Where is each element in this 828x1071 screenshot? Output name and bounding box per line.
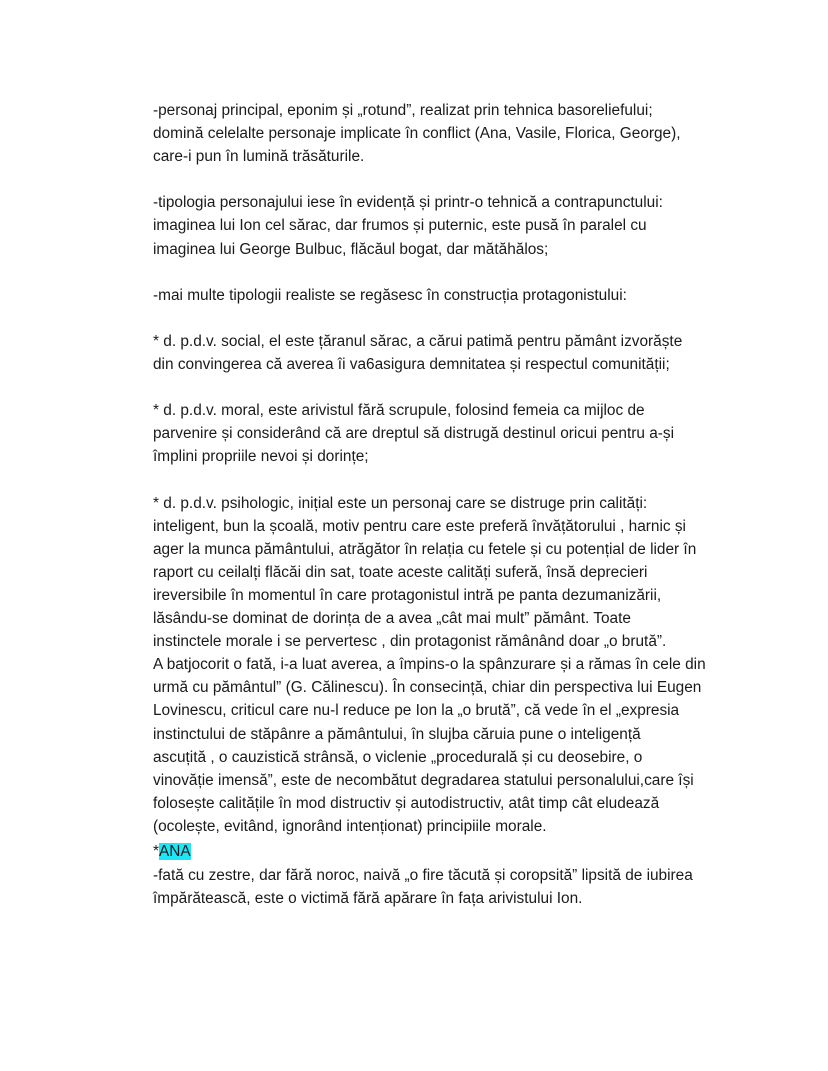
text-line: * d. p.d.v. psihologic, inițial este un personaj care se distruge prin calități: [153, 494, 648, 512]
text-line: din convingerea că averea îi va6asigura demnitatea și respectul comunității; [153, 356, 670, 374]
text-line: raport cu ceilalți flăcăi din sat, toate aceste calități suferă, însă deprecieri [153, 563, 648, 581]
text-line: Lovinescu, criticul care nu-l reduce pe Ion la „o brută”, că vede în el „expresia [153, 702, 680, 720]
text-line: folosește calitățile în mod distructiv și autodistructiv, atât timp cât eludează [153, 794, 660, 812]
text-line: împărătească, este o victimă fără apărare în fața arivistului Ion. [153, 890, 583, 908]
text-line: vinovăție imensă”, este de necombătut degradarea statului personalului,care își [153, 771, 694, 789]
text-line: imaginea lui Ion cel sărac, dar frumos și puternic, este pusă în paralel cu [153, 217, 647, 235]
ana-heading [153, 840, 813, 863]
text-line: instinctele morale i se pervertesc , din protagonist rămânând doar „o brută”. [153, 633, 667, 651]
text-line: instinctului de stăpânre a pământului, în slujba căruia pune o inteligență [153, 725, 641, 743]
paragraph-psychological [153, 492, 813, 838]
text-line: -fată cu zestre, dar fără noroc, naivă „o fire tăcută și coropsită” lipsită de iubirea [153, 867, 693, 885]
text-line: A batjocorit o fată, i-a luat averea, a împins-o la spânzurare și a rămas în cele din [153, 656, 706, 674]
text-line: * d. p.d.v. social, el este țăranul sărac, a cărui patimă pentru pământ izvorăște [153, 332, 683, 350]
ana-heading-highlighted: ANA [159, 843, 191, 860]
text-line: lăsându-se dominat de dorința de a avea „cât mai mult” pământ. Toate [153, 610, 631, 628]
text-line: parvenire și considerând că are dreptul să distrugă destinul oricui pentru a-și [153, 425, 674, 443]
text-line: ireversibile în momentul în care protagonistul intră pe panta dezumanizării, [153, 586, 662, 604]
text-line: -personaj principal, eponim și „rotund”, realizat prin tehnica basoreliefului; [153, 102, 653, 119]
paragraph-realist-typologies [153, 284, 813, 307]
paragraph-main-character [153, 99, 813, 168]
text-line: domină celelalte personaje implicate în conflict (Ana, Vasile, Florica, George), [153, 125, 681, 143]
text-line: imaginea lui George Bulbuc, flăcăul bogat, dar mătăhălos; [153, 240, 549, 258]
text-line: urmă cu pământul” (G. Călinescu). În consecință, chiar din perspectiva lui Eugen [153, 679, 702, 697]
text-line: -mai multe tipologii realiste se regăsesc în construcția protagonistului: [153, 286, 627, 304]
document-body [153, 99, 813, 910]
text-line: care-i pun în lumină trăsăturile. [153, 148, 365, 166]
paragraph-social [153, 330, 813, 376]
text-line: -tipologia personajului iese în evidență și printr-o tehnică a contrapunctului: [153, 194, 663, 212]
ana-heading-prefix: * [153, 843, 159, 860]
text-line: ascuțită , o cauzistică strânsă, o viclenie „procedurală și cu deosebire, o [153, 748, 643, 766]
text-line: ager la munca pământului, atrăgător în relația cu fetele și cu potențial de lider în [153, 540, 697, 558]
paragraph-moral [153, 399, 813, 468]
text-line: (ocolește, evitând, ignorând intenționat) principiile morale. [153, 817, 547, 835]
paragraph-ana [153, 864, 813, 910]
paragraph-typology [153, 191, 813, 260]
text-line: inteligent, bun la școală, motiv pentru care este preferă învățătorului , harnic și [153, 517, 686, 535]
text-line: împlini propriile nevoi și dorințe; [153, 448, 369, 466]
text-line: * d. p.d.v. moral, este arivistul fără scrupule, folosind femeia ca mijloc de [153, 402, 645, 420]
